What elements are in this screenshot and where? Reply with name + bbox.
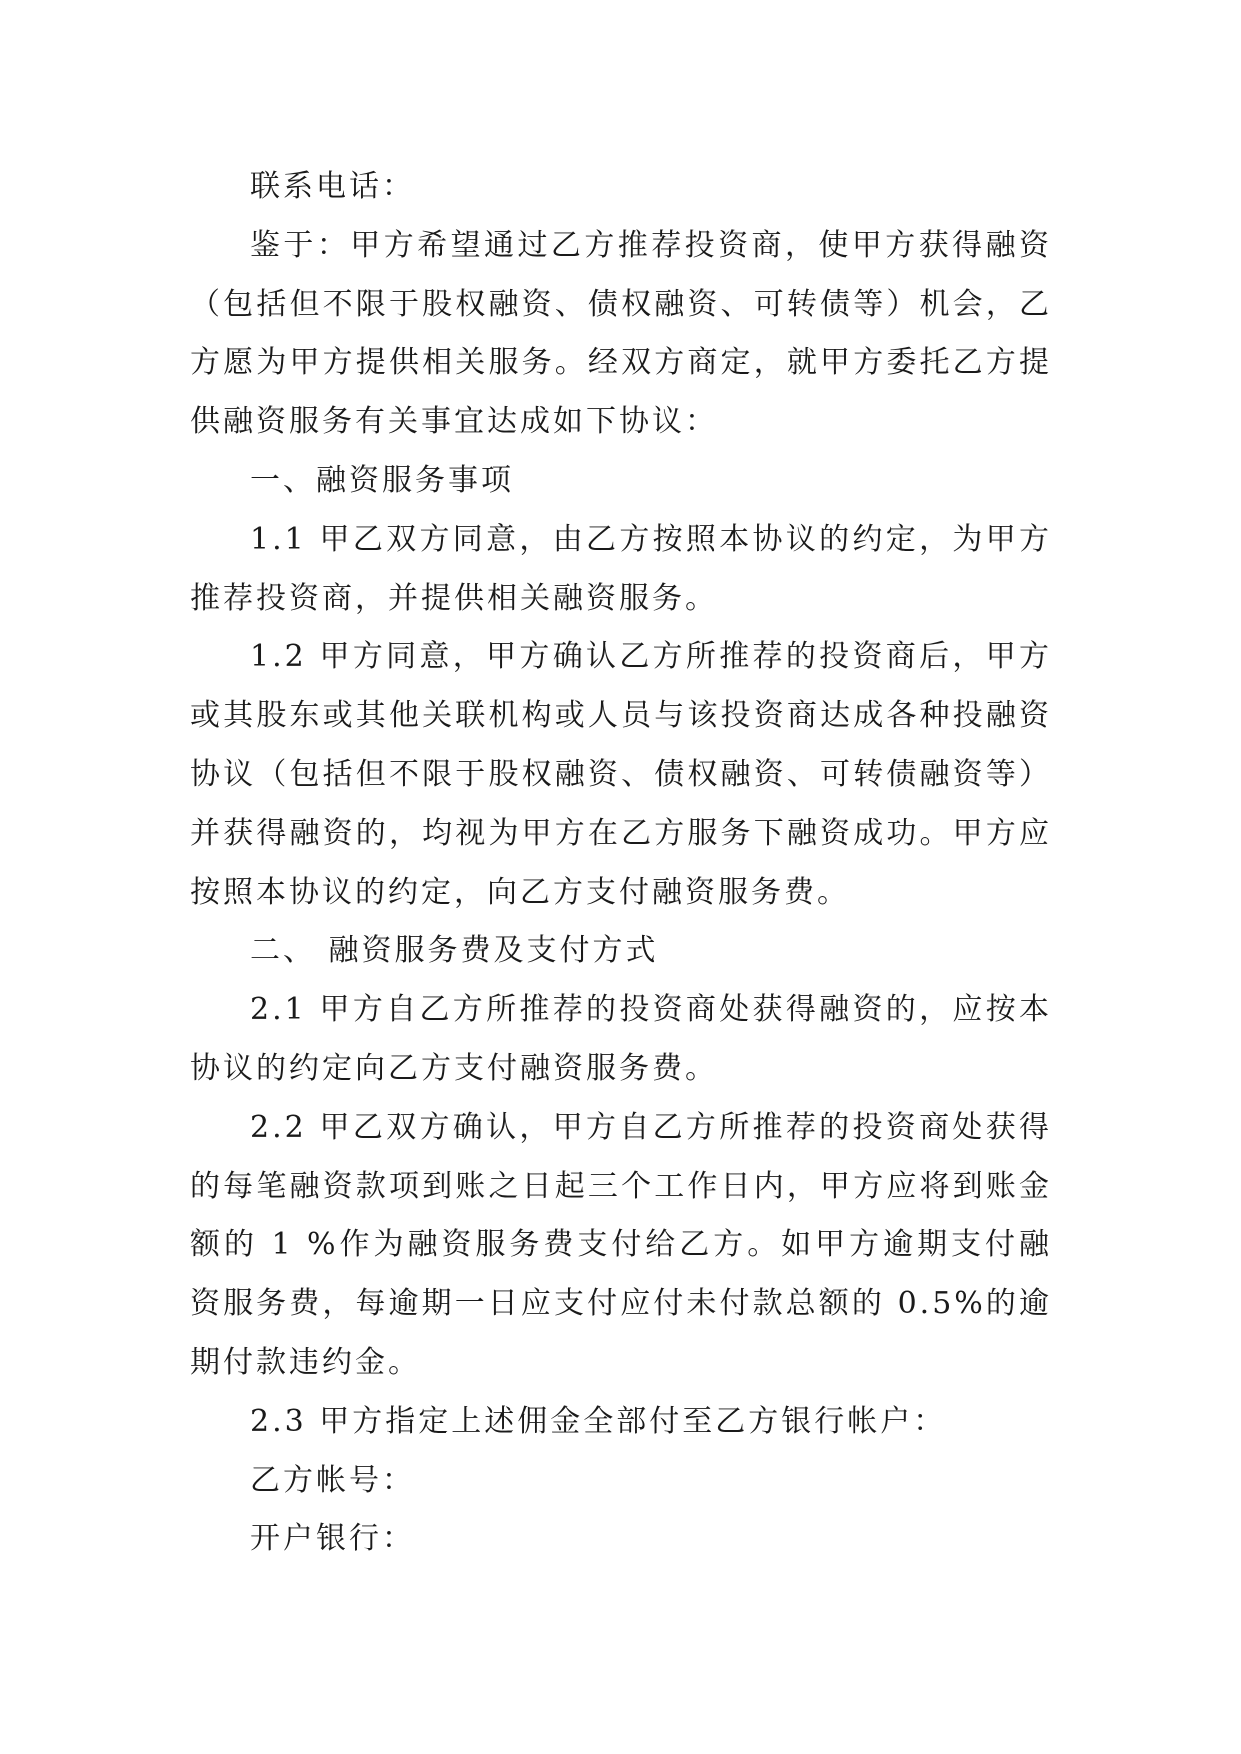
clause-1-1: 1.1 甲乙双方同意，由乙方按照本协议的约定，为甲方推荐投资商，并提供相关融资服务。 xyxy=(190,521,1052,616)
section-heading-1: 一、融资服务事项 xyxy=(250,462,514,498)
contact-phone-line: 联系电话： xyxy=(250,169,415,204)
section-heading-2: 二、 融资服务费及支付方式 xyxy=(250,933,659,969)
clause-2-2: 2.2 甲乙双方确认，甲方自乙方所推荐的投资商处获得的每笔融资款项到账之日起三个工作日内，甲方应将到账金额的 1 %作为融资服务费支付给乙方。如甲方逾期支付融资服务费，每逾期一日应支付应付未付款总额的 0.5%的逾期付款违约金。 xyxy=(190,1109,1052,1380)
clause-2-1: 2.1 甲方自乙方所推荐的投资商处获得融资的，应按本协议的约定向乙方支付融资服务费。 xyxy=(190,992,1052,1086)
account-number-line: 乙方帐号： xyxy=(250,1462,415,1498)
recital-paragraph: 鉴于：甲方希望通过乙方推荐投资商，使甲方获得融资（包括但不限于股权融资、债权融资、可转债等）机会，乙方愿为甲方提供相关服务。经双方商定，就甲方委托乙方提供融资服务有关事宜达成如下协议： xyxy=(190,227,1052,440)
bank-name-line: 开户银行： xyxy=(250,1521,415,1557)
clause-1-2: 1.2 甲方同意，甲方确认乙方所推荐的投资商后，甲方或其股东或其他关联机构或人员与该投资商达成各种投融资协议（包括但不限于股权融资、债权融资、可转债融资等）并获得融资的，均视为甲方在乙方服务下融资成功。甲方应按照本协议的约定，向乙方支付融资服务费。 xyxy=(190,639,1052,910)
document-body xyxy=(190,158,1052,1569)
clause-2-3: 2.3 甲方指定上述佣金全部付至乙方银行帐户： xyxy=(250,1403,947,1439)
